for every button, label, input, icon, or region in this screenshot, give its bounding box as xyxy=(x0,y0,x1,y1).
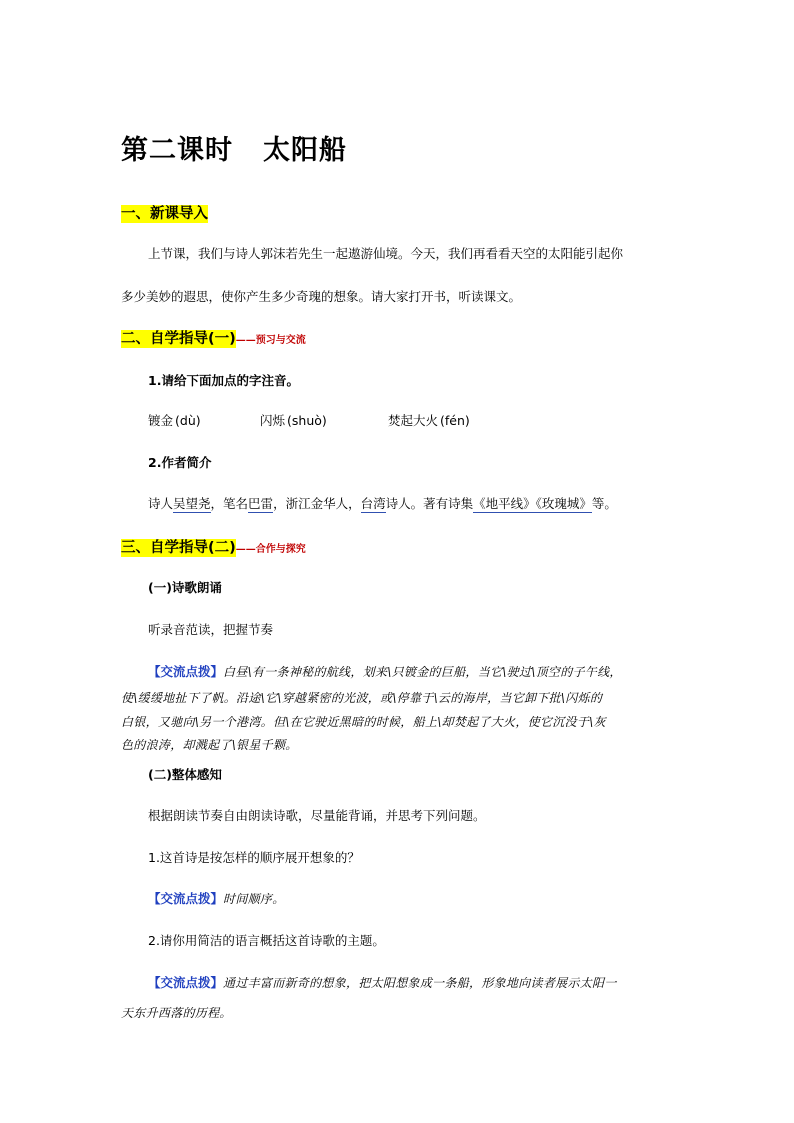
pinyin-item xyxy=(388,411,470,429)
bio-text: 诗人。著有诗集 xyxy=(385,496,474,511)
question-order: 1.这首诗是按怎样的顺序展开想象的？ xyxy=(148,850,360,865)
answer-text: 通过丰富而新奇的想象，把太阳想象成一条船，形象地向读者展示太阳一 xyxy=(223,976,617,990)
pinyin-item xyxy=(260,411,388,429)
section3-subtitle: ——合作与探究 xyxy=(235,544,306,555)
bio-text: 诗人 xyxy=(148,496,174,511)
answer-text: 时间顺序。 xyxy=(223,892,285,906)
author-name: 吴望尧 xyxy=(173,496,211,511)
title-topic: 太阳船 xyxy=(263,135,347,166)
tip-label: 【交流点拨】 xyxy=(148,975,224,990)
question-theme: 2.请你用简洁的语言概括这首诗歌的主题。 xyxy=(148,933,385,948)
pinyin-word: 闪烁 xyxy=(260,413,286,428)
place-name: 台湾 xyxy=(360,496,386,511)
bio-text: ，笔名 xyxy=(210,496,249,511)
pen-name: 巴雷 xyxy=(248,496,274,511)
tip-text: 白昼\有一条神秘的航线，划来\只镀金的巨船，当它\驶过\顶空的子午线， xyxy=(223,665,622,679)
intro-paragraph-line1: 上节课，我们与诗人郭沫若先生一起遨游仙境。今天，我们再看看天空的太阳能引起你 xyxy=(148,246,624,261)
pinyin-text: (shuò) xyxy=(287,413,327,428)
section1-heading-row xyxy=(121,202,208,223)
answer-order xyxy=(148,889,285,907)
tip-label: 【交流点拨】 xyxy=(148,664,224,679)
tip1-line2: 使\缓缓地扯下了帆。沿途\它\穿越紧密的光波，或\停靠于\云的海岸，当它卸下批\闪烁的 xyxy=(121,691,603,705)
section3-heading-row xyxy=(121,536,306,557)
section2-subtitle: ——预习与交流 xyxy=(235,335,306,346)
answer-theme-line1 xyxy=(148,973,617,991)
section1-heading: 一、新课导入 xyxy=(121,206,208,222)
part1-title: (一)诗歌朗诵 xyxy=(148,580,222,595)
pinyin-text: (fén) xyxy=(440,413,470,428)
pinyin-item xyxy=(148,411,260,429)
intro-paragraph-line2: 多少美妙的遐思，使你产生多少奇瑰的想象。请大家打开书，听读课文。 xyxy=(121,289,522,304)
part2-text: 根据朗读节奏自由朗读诗歌，尽量能背诵，并思考下列问题。 xyxy=(148,808,486,823)
answer-theme-line2: 天东升西落的历程。 xyxy=(121,1006,232,1020)
page-title xyxy=(121,128,347,167)
question-author: 2.作者简介 xyxy=(148,455,212,470)
tip1-line1 xyxy=(148,662,622,680)
author-bio xyxy=(148,494,617,512)
pinyin-row xyxy=(148,411,470,429)
section2-heading: 二、自学指导(一) xyxy=(121,331,236,347)
tip1-line4: 色的浪涛，却溅起了\银星千颗。 xyxy=(121,738,298,752)
pinyin-word: 镀金 xyxy=(148,413,174,428)
part1-text: 听录音范读，把握节奏 xyxy=(148,622,274,637)
question-pinyin: 1.请给下面加点的字注音。 xyxy=(148,373,299,388)
works-titles: 《地平线》《玫瑰城》 xyxy=(473,496,592,511)
title-lesson: 第二课时 xyxy=(121,135,233,166)
tip1-line3: 白银，又驰向\另一个港湾。但\在它驶近黑暗的时候，船上\却焚起了大火，使它沉没于\灰 xyxy=(121,715,606,729)
pinyin-text: (dù) xyxy=(175,413,201,428)
bio-text: ，浙江金华人， xyxy=(273,496,361,511)
pinyin-word: 焚起大火 xyxy=(388,413,439,428)
tip-label: 【交流点拨】 xyxy=(148,891,224,906)
part2-title: (二)整体感知 xyxy=(148,767,222,782)
bio-text: 等。 xyxy=(591,496,617,511)
section2-heading-row xyxy=(121,327,306,348)
section3-heading: 三、自学指导(二) xyxy=(121,540,236,556)
